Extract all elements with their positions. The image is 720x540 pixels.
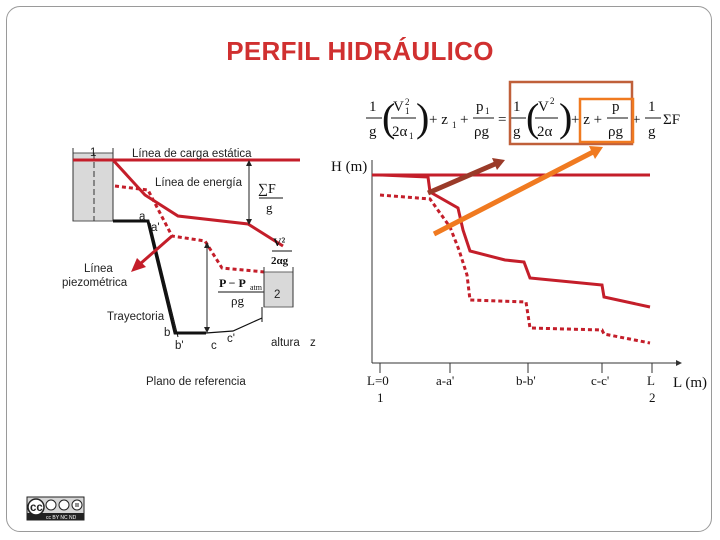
left-schematic xyxy=(62,147,316,388)
point-a-prime: a' xyxy=(151,222,160,234)
piezometric-profile xyxy=(380,195,650,343)
tick-start-sub: 1 xyxy=(377,390,384,405)
svg-text:1: 1 xyxy=(485,106,490,116)
cc-license-badge xyxy=(27,497,84,521)
tick-c: c-c' xyxy=(591,373,610,388)
y-axis-label: H (m) xyxy=(331,159,368,175)
tick-end-sub: 2 xyxy=(649,390,656,405)
license-text: cc BY NC ND xyxy=(46,515,77,521)
height-z-label: z xyxy=(310,337,316,349)
svg-text:g: g xyxy=(266,200,273,215)
x-axis-label: L (m) xyxy=(673,375,708,391)
tank-1-label: 1 xyxy=(90,147,97,159)
svg-text:p: p xyxy=(476,99,484,115)
svg-text:g: g xyxy=(369,124,377,140)
svg-text:2α: 2α xyxy=(392,124,408,140)
point-a: a xyxy=(139,211,146,223)
svg-text:1: 1 xyxy=(513,99,521,115)
svg-text:=: = xyxy=(498,112,507,128)
svg-text:ρg: ρg xyxy=(608,124,623,140)
svg-text:ΣF: ΣF xyxy=(663,112,681,128)
by-icon xyxy=(46,500,56,510)
svg-text:+ z +: + z + xyxy=(571,112,603,128)
svg-text:2αg: 2αg xyxy=(271,255,289,267)
piezometric-label-2: piezométrica xyxy=(62,277,128,289)
svg-text:cc: cc xyxy=(30,502,43,514)
point-c-prime: c' xyxy=(227,333,235,345)
svg-text:): ) xyxy=(416,95,430,140)
energy-arrow xyxy=(428,164,495,193)
svg-text:atm: atm xyxy=(250,283,262,292)
svg-text:2: 2 xyxy=(550,96,555,106)
bernoulli-equation xyxy=(366,82,680,144)
tank-1 xyxy=(73,153,113,221)
tick-end: L xyxy=(647,373,655,388)
friction-term: ∑F xyxy=(258,182,276,197)
svg-text:+: + xyxy=(460,112,469,128)
height-label: altura xyxy=(271,337,300,349)
nd-icon xyxy=(72,500,82,510)
tick-a: a-a' xyxy=(436,373,455,388)
reference-plane-label: Plano de referencia xyxy=(146,376,246,388)
point-b: b xyxy=(164,327,171,339)
piezometric-label-1: Línea xyxy=(84,263,113,275)
point-c: c xyxy=(211,340,217,352)
right-profile xyxy=(331,146,707,405)
pressure-term: P − P xyxy=(219,276,246,290)
svg-text:+ z: + z xyxy=(429,112,448,128)
svg-text:1: 1 xyxy=(409,131,414,141)
svg-text:(: ( xyxy=(382,95,396,140)
svg-text:ρg: ρg xyxy=(474,124,489,140)
svg-text:2: 2 xyxy=(405,97,410,107)
slide-title: PERFIL HIDRÁULICO xyxy=(226,36,494,66)
svg-text:(: ( xyxy=(526,95,540,140)
svg-text:): ) xyxy=(559,95,573,140)
svg-text:V: V xyxy=(393,99,404,115)
energy-line-label: Línea de energía xyxy=(155,177,242,189)
tick-b: b-b' xyxy=(516,373,536,388)
svg-text:2α: 2α xyxy=(537,124,553,140)
svg-text:g: g xyxy=(513,124,521,140)
nc-icon xyxy=(59,500,69,510)
svg-text:p: p xyxy=(612,99,620,115)
svg-text:V: V xyxy=(538,99,549,115)
piezometric-line xyxy=(115,186,288,298)
svg-text:ρg: ρg xyxy=(231,293,244,308)
svg-text:+: + xyxy=(632,112,641,128)
svg-text:g: g xyxy=(648,124,656,140)
svg-text:1: 1 xyxy=(452,120,457,130)
energy-line xyxy=(113,160,283,246)
point-b-prime: b' xyxy=(175,340,184,352)
piezometric-arrow xyxy=(434,152,593,234)
velocity-term: V² xyxy=(273,235,286,249)
svg-text:1: 1 xyxy=(405,106,410,116)
trajectory-label: Trayectoria xyxy=(107,311,165,323)
tick-start: L=0 xyxy=(367,373,389,388)
svg-text:1: 1 xyxy=(648,99,656,115)
svg-text:1: 1 xyxy=(369,99,377,115)
tank-2-label: 2 xyxy=(274,289,281,301)
static-head-label: Línea de carga estática xyxy=(132,148,252,160)
